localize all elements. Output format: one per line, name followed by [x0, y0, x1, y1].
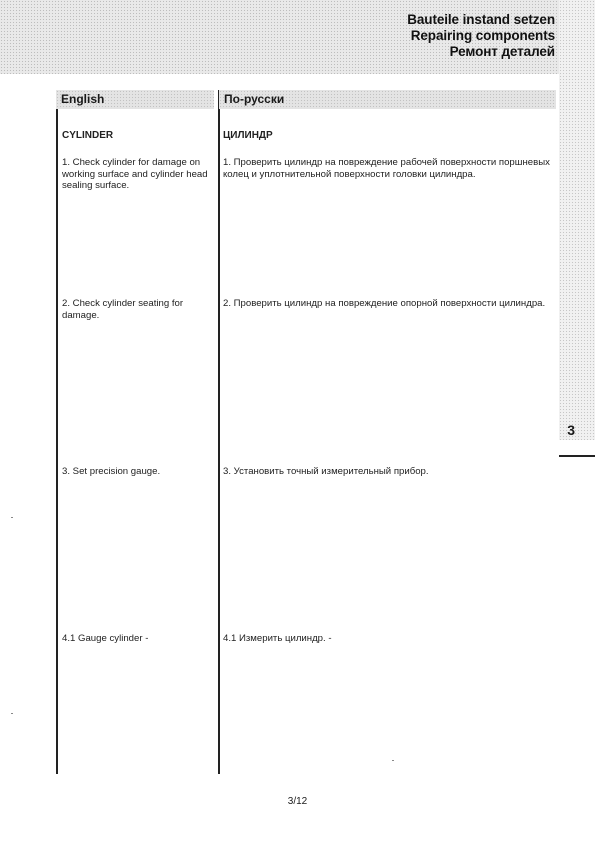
- step-1-en: 1. Check cylinder for damage on working surface and cylinder head sealing surface.: [62, 157, 208, 191]
- step-2-ru: 2. Проверить цилиндр на повреждение опорной поверхности цилиндра.: [223, 298, 546, 309]
- header-title-ru: Ремонт деталей: [449, 44, 555, 59]
- section-heading-ru: ЦИЛИНДР: [223, 130, 273, 141]
- page-number: 3/12: [287, 796, 308, 807]
- side-margin-band: [559, 0, 595, 440]
- step-4-ru: 4.1 Измерить цилиндр. -: [223, 633, 332, 644]
- scan-speck: [11, 713, 13, 714]
- step-2-en: 2. Check cylinder seating for damage.: [62, 298, 184, 321]
- column-header-russian: По-русски: [219, 90, 556, 109]
- column-header-english: English: [56, 90, 214, 109]
- step-3-en: 3. Set precision gauge.: [62, 466, 161, 477]
- middle-column-rule: [218, 90, 220, 774]
- header-title-en: Repairing components: [410, 28, 555, 43]
- chapter-tab: 3: [567, 422, 575, 438]
- step-3-ru: 3. Установить точный измерительный прибор.: [223, 466, 429, 477]
- header-title-de: Bauteile instand setzen: [407, 12, 555, 27]
- chapter-tab-rule: [559, 455, 595, 457]
- scan-speck: [392, 760, 394, 761]
- scan-speck: [11, 517, 13, 518]
- step-1-ru: 1. Проверить цилиндр на повреждение рабочей поверхности поршневых колец и уплотнительной поверхности головки цилиндра.: [223, 157, 550, 180]
- section-heading-en: CYLINDER: [62, 130, 114, 141]
- left-column-rule: [56, 90, 58, 774]
- step-4-en: 4.1 Gauge cylinder -: [62, 633, 149, 644]
- page-header: [407, 12, 555, 60]
